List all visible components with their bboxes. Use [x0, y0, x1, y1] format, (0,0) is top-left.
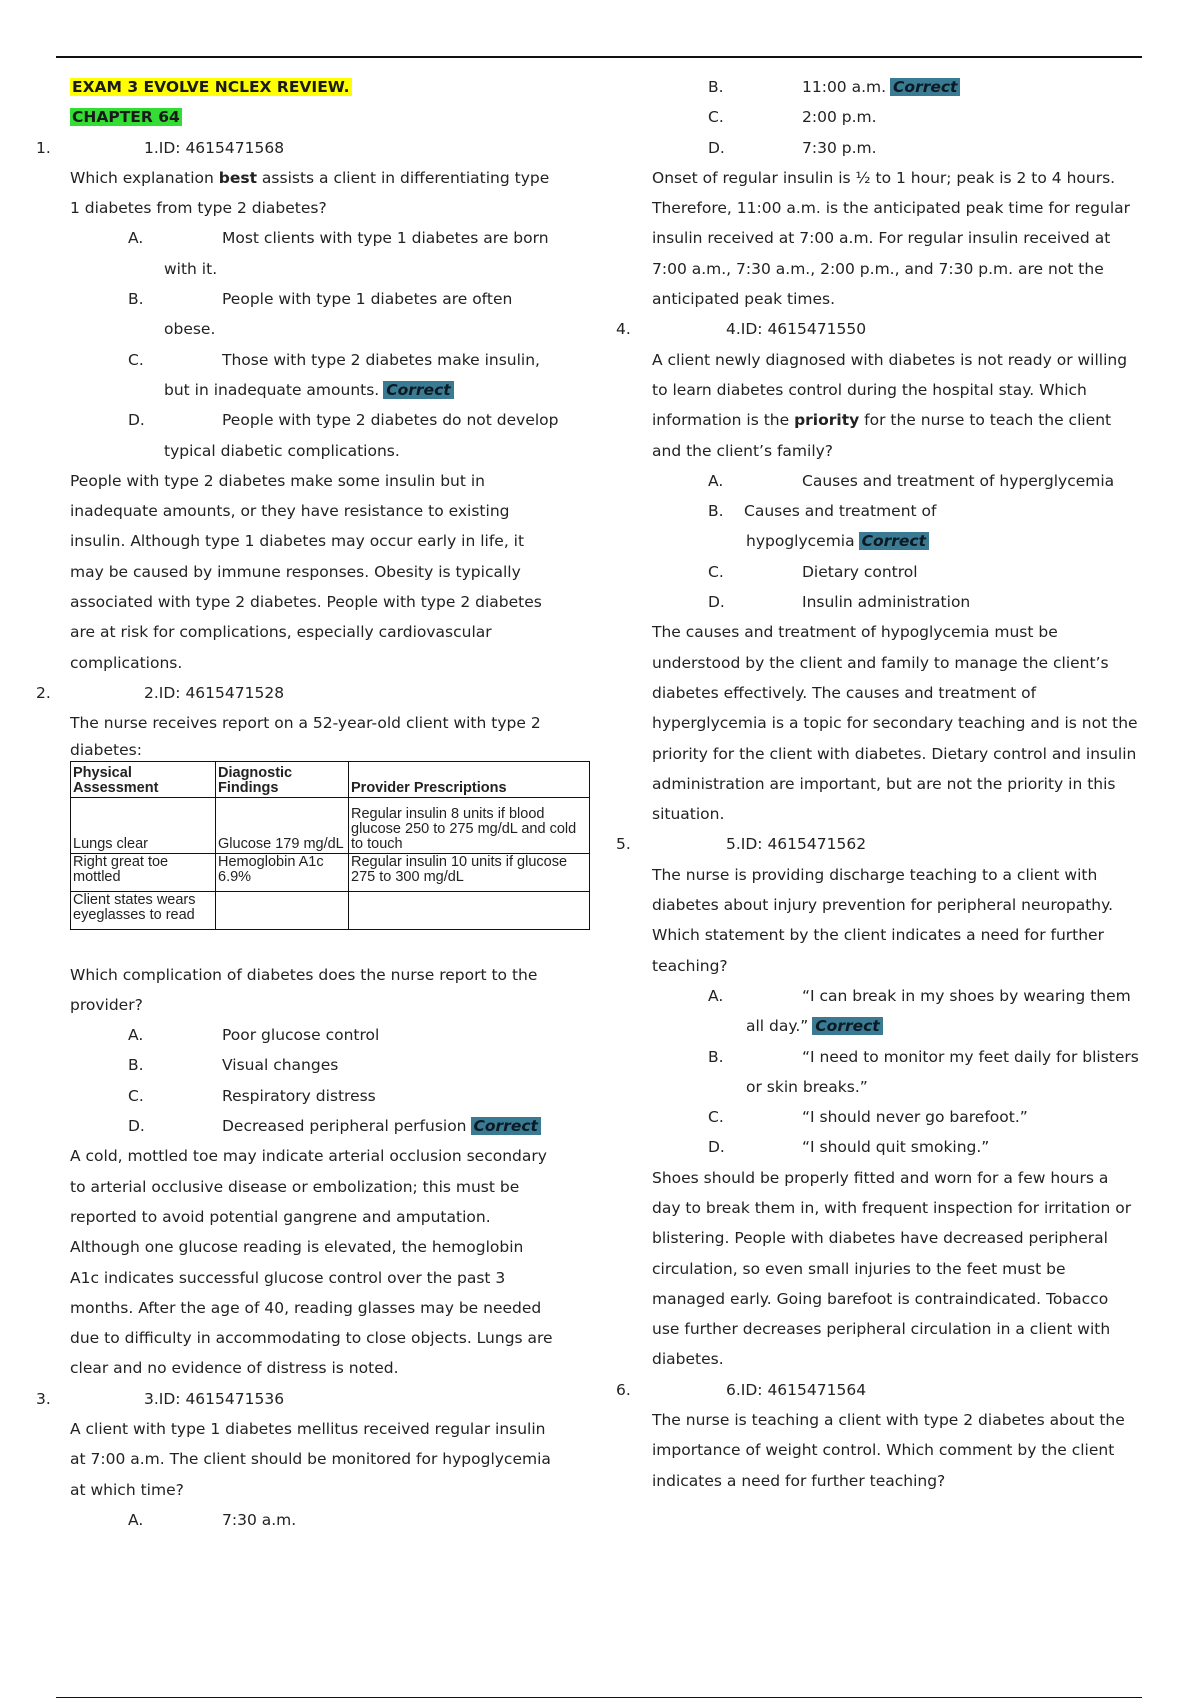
question-2-header: 2. 2.ID: 4615471528: [36, 683, 285, 702]
q1-option-b[interactable]: B. People with type 1 diabetes are often: [128, 290, 513, 309]
q2-option-b[interactable]: B. Visual changes: [128, 1056, 339, 1075]
question-2-prompt: Which complication of diabetes does the nurse report to the: [70, 965, 538, 984]
question-3-header: 3. 3.ID: 4615471536: [36, 1389, 285, 1408]
table-row: Client states wears eyeglasses to read: [71, 891, 590, 929]
right-column: B. 11:00 a.m. Correct C. 2:00 p.m. D. 7:30 p.m. Onset of regular insulin is ½ to 1 hour; peak is 2 to 4 hours. Therefore, 11:00 a.m. is the anticipated peak time for regular insulin received at 7:00 a.m. For regular insulin received at 7:00 a.m., 7:30 a.m., 2:00 p.m., and 7:30 p.m. are not the anticipated peak times. 4. 4.ID: 4615471550 A client newly diagnosed with diabetes is not ready or willing to learn diabetes control during the hospital stay. Which information is the priority for the nurse to teach the client and the client’s family? A. Causes and treatment of hyperglycemia B. Causes and treatment of hypoglycemia Correct C. Dietary control D. Insulin administration The causes and treatment of hypoglycemia must be understood by the client and family to manage the client’s diabetes effectively. The causes and treatment of hyperglycemia is a topic for secondary teaching and is not the priority for the client with diabetes. Dietary control and insulin administration are important, but are not the priority in this situation. 5. 5.ID: 4615471562 The nurse is providing discharge teaching to a client with diabetes about injury prevention for peripheral neuropathy. Which statement by the client indicates a need for further teaching? A. “I can break in my shoes by wearing them all day.” Correct B. “I need to monitor my feet daily for blisters or skin breaks.” C. “I should never go barefoot.” D. “I should quit smoking.” Shoes should be properly fitted and worn for a few hours a day to break them in, with frequent inspection for irritation or blistering. People with diabetes have decreased peripheral circulation, so even small injuries to the feet must be managed early. Going barefoot is contraindicated. Tobacco use further decreases peripheral circulation in a client with diabetes. 6. 6.ID: 4615471564 The nurse is teaching a client with type 2 diabetes about the importance of weight control. Which comment by the client indicates a need for further teaching?: [652, 72, 1172, 1496]
q2-option-a[interactable]: A. Poor glucose control: [128, 1026, 380, 1045]
q5-option-c[interactable]: C. “I should never go barefoot.”: [708, 1108, 1028, 1127]
question-1-rationale: People with type 2 diabetes make some insulin but in inadequate amounts, or they have resistance to existing insulin. Although type 1 diabetes may occur early in life, it may be caused by immune responses. Obesity is typically associated with type 2 diabetes. People with type 2 diabetes are at risk for complications, especially cardiovascular complications.: [70, 471, 542, 672]
q4-option-d[interactable]: D. Insulin administration: [708, 593, 971, 612]
correct-badge: Correct: [471, 1117, 541, 1135]
q1-option-a[interactable]: A. Most clients with type 1 diabetes are born: [128, 229, 549, 248]
q3-option-d[interactable]: D. 7:30 p.m.: [708, 138, 877, 157]
correct-badge: Correct: [890, 78, 960, 96]
q3-option-b[interactable]: B. 11:00 a.m. Correct: [652, 72, 1172, 102]
q1-option-d[interactable]: D. People with type 2 diabetes do not develop: [128, 411, 559, 430]
table-row: Lungs clear Glucose 179 mg/dL Regular insulin 8 units if blood glucose 250 to 275 mg/dL and cold to touch: [71, 797, 590, 853]
q2-option-d[interactable]: D. Decreased peripheral perfusion Correct: [70, 1111, 590, 1141]
table-header: Diagnostic Findings: [216, 761, 349, 797]
assessment-table: [70, 761, 590, 930]
q5-option-a[interactable]: A. “I can break in my shoes by wearing them: [708, 986, 1131, 1005]
table-header: Provider Prescriptions: [349, 761, 590, 797]
question-1-stem: Which explanation best assists a client in differentiating type: [70, 168, 550, 187]
exam-title: EXAM 3 EVOLVE NCLEX REVIEW.: [72, 78, 350, 96]
q3-option-a[interactable]: A. 7:30 a.m.: [128, 1510, 297, 1529]
top-rule: [56, 56, 1142, 58]
question-5-stem: The nurse is providing discharge teaching to a client with diabetes about injury prevention for peripheral neuropathy. Which statement by the client indicates a need for further teaching?: [652, 865, 1113, 975]
chapter-title: CHAPTER 64: [72, 108, 180, 127]
question-3-rationale: Onset of regular insulin is ½ to 1 hour; peak is 2 to 4 hours. Therefore, 11:00 a.m. is the anticipated peak time for regular insulin received at 7:00 a.m. For regular insulin received at 7:00 a.m., 7:30 a.m., 2:00 p.m., and 7:30 p.m. are not the anticipated peak times.: [652, 168, 1131, 309]
question-6-header: 6. 6.ID: 4615471564: [616, 1380, 867, 1399]
q2-option-c[interactable]: C. Respiratory distress: [128, 1086, 376, 1105]
question-6-stem: The nurse is teaching a client with type 2 diabetes about the importance of weight control. Which comment by the client indicates a need for further teaching?: [652, 1411, 1125, 1490]
bottom-rule: [56, 1697, 1142, 1698]
question-2-stem: The nurse receives report on a 52-year-old client with type 2: [70, 714, 541, 733]
table-header: Physical Assessment: [71, 761, 216, 797]
question-2-rationale: A cold, mottled toe may indicate arterial occlusion secondary to arterial occlusive disease or embolization; this must be reported to avoid potential gangrene and amputation. Although one glucose reading is elevated, the hemoglobin A1c indicates successful glucose control over the past 3 months. After the age of 40, reading glasses may be needed due to difficulty in accommodating to close objects. Lungs are clear and no evidence of distress is noted.: [70, 1147, 553, 1378]
question-4-header: 4. 4.ID: 4615471550: [616, 320, 867, 339]
correct-badge: Correct: [812, 1017, 882, 1035]
q4-option-b[interactable]: B. Causes and treatment of: [708, 502, 937, 521]
q5-option-b[interactable]: B. “I need to monitor my feet daily for blisters: [708, 1047, 1139, 1066]
correct-badge: Correct: [383, 381, 453, 399]
q1-option-c[interactable]: C. Those with type 2 diabetes make insulin,: [128, 350, 540, 369]
q4-option-c[interactable]: C. Dietary control: [708, 562, 918, 581]
question-4-rationale: The causes and treatment of hypoglycemia must be understood by the client and family to manage the client’s diabetes effectively. The causes and treatment of hyperglycemia is a topic for secondary teaching and is not the priority for the client with diabetes. Dietary control and insulin administration are important, but are not the priority in this situation.: [652, 623, 1138, 824]
q3-option-c[interactable]: C. 2:00 p.m.: [708, 108, 877, 127]
q5-option-d[interactable]: D. “I should quit smoking.”: [708, 1138, 990, 1157]
question-5-rationale: Shoes should be properly fitted and worn for a few hours a day to break them in, with frequent inspection for irritation or blistering. People with diabetes have decreased peripheral circulation, so even small injuries to the feet must be managed early. Going barefoot is contraindicated. Tobacco use further decreases peripheral circulation in a client with diabetes.: [652, 1168, 1132, 1369]
q4-option-a[interactable]: A. Causes and treatment of hyperglycemia: [708, 471, 1115, 490]
question-1-header: 1. 1.ID: 4615471568: [36, 138, 285, 157]
table-row: Right great toe mottled Hemoglobin A1c 6.9% Regular insulin 10 units if glucose 275 to 300 mg/dL: [71, 853, 590, 891]
correct-badge: Correct: [859, 532, 929, 550]
left-column: EXAM 3 EVOLVE NCLEX REVIEW. CHAPTER 64 1. 1.ID: 4615471568 Which explanation best assists a client in differentiating type 1 diabetes from type 2 diabetes? A. Most clients with type 1 diabetes are born with it. B. People with type 1 diabetes are often obese. C. Those with type 2 diabetes make insulin, but in inadequate amounts. Correct D. People with type 2 diabetes do not develop typical diabetic complications. People with type 2 diabetes make some insulin but in inadequate amounts, or they have resistance to existing insulin. Although type 1 diabetes may occur early in life, it may be caused by immune responses. Obesity is typically associated with type 2 diabetes. People with type 2 diabetes are at risk for complications, especially cardiovascular complications. 2. 2.ID: 4615471528 The nurse receives report on a 52-year-old client with type 2 diabetes: Physical Assessment Diagnostic Findings Provider Prescriptions Lungs clear Glucose 179 mg/dL Regular insulin 8 units if blood glucose 250 to 275 mg/dL and cold to touch Right great toe mottled Hemoglobin A1c 6.9% Regular insulin 10 units if glucose 275 to 300 mg/dL Client states wears eyeglasses to read Which complication of diabetes does the nurse report to the provider? A. Poor glucose control B. Visual changes C. Respiratory distress D. Decreased peripheral perfusion Correct A cold, mottled toe may indicate arterial occlusion secondary to arterial occlusive disease or embolization; this must be reported to avoid potential gangrene and amputation. Although one glucose reading is elevated, the hemoglobin A1c indicates successful glucose control over the past 3 months. After the age of 40, reading glasses may be needed due to difficulty in accommodating to close objects. Lungs are clear and no evidence of distress is noted. 3. 3.ID: 4615471536 A client with type 1 diabetes mellitus received regular insulin at 7:00 a.m. The client should be monitored for hypoglycemia at which time? A. 7:30 a.m.: [70, 72, 590, 1535]
question-5-header: 5. 5.ID: 4615471562: [616, 835, 867, 854]
question-4-stem: A client newly diagnosed with diabetes is not ready or willing to learn diabetes control during the hospital stay. Which information is the priority for the nurse to teach the client and the client’s family?: [652, 350, 1128, 460]
question-3-stem: A client with type 1 diabetes mellitus received regular insulin at 7:00 a.m. The client should be monitored for hypoglycemia at which time?: [70, 1419, 551, 1499]
